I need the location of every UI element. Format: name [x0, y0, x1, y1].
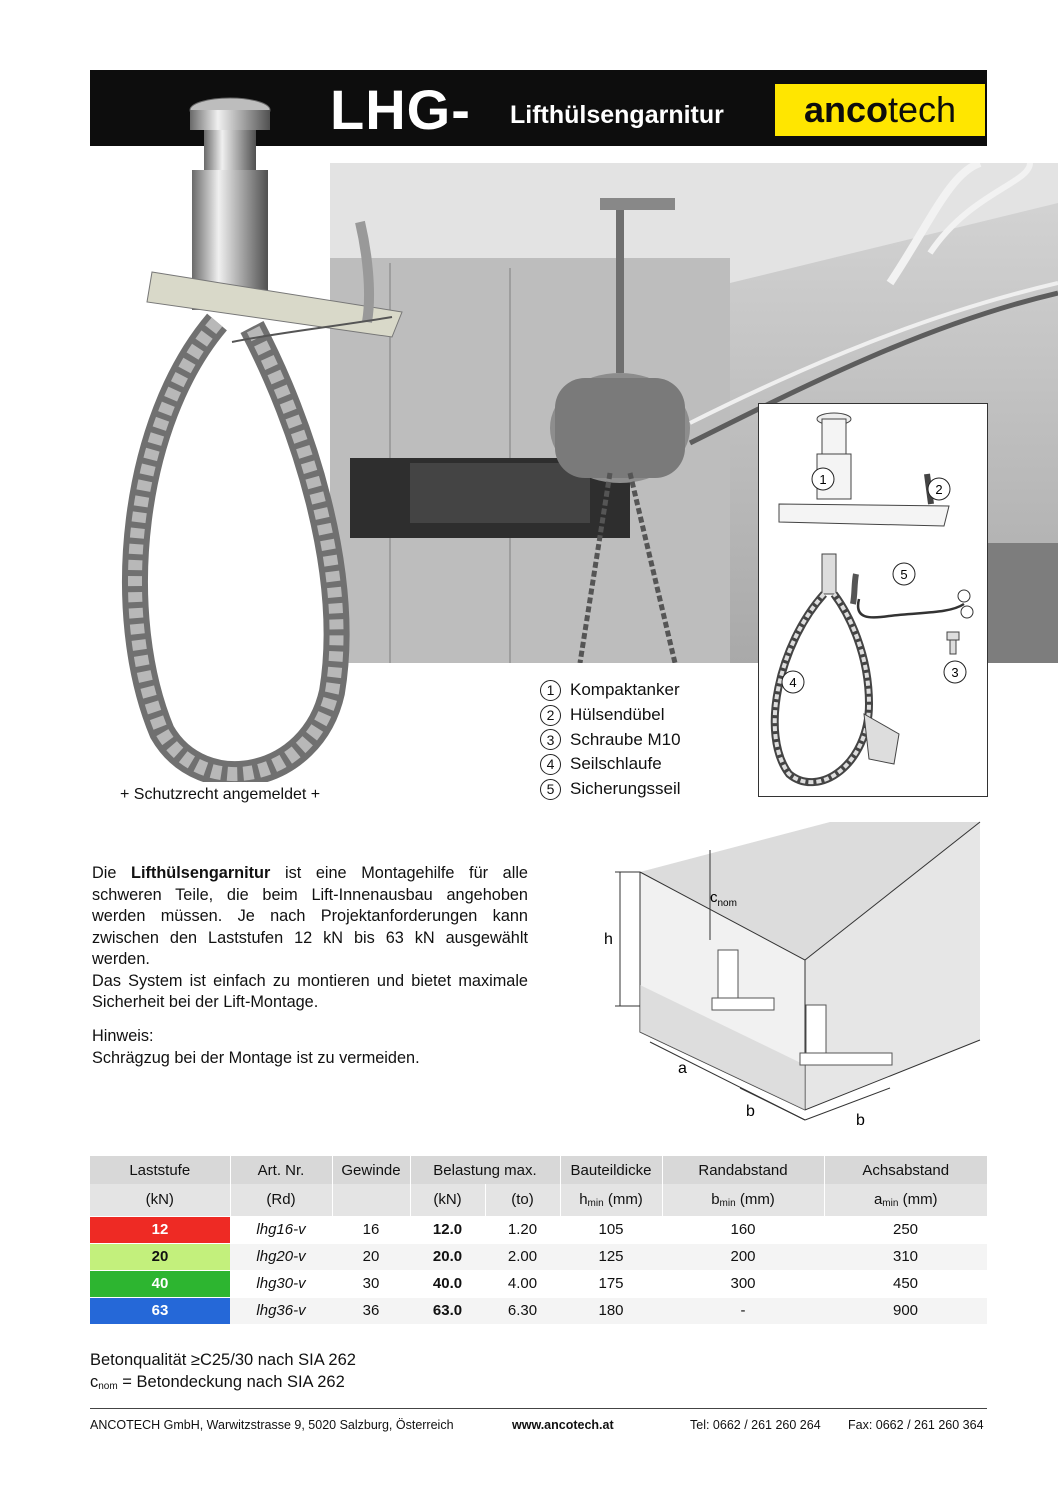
concrete-quality-note: Betonqualität ≥C25/30 nach SIA 262: [90, 1351, 356, 1369]
table-row: [90, 1243, 987, 1270]
dim-b-label: b: [856, 1112, 865, 1129]
legend-label: Sicherungsseil: [570, 779, 681, 799]
cell-kn: 40.0: [410, 1270, 485, 1297]
description-rest: ist eine Montagehilfe für alle schweren Teile, die beim Lift-Innenausbau angehoben werden müssen. Je nach Projektanforderungen kann zwischen den Laststufen 12 kN bis 63 kN ausgewählt werden.: [92, 864, 528, 968]
cell-kn: 12.0: [410, 1216, 485, 1243]
product-code-title: LHG-: [330, 78, 471, 141]
header-randabstand: Randabstand: [662, 1156, 824, 1184]
unit-artnr: (Rd): [230, 1184, 332, 1216]
legend-item: [540, 703, 681, 728]
inset-number: 2: [935, 482, 943, 497]
cell-level: 12: [90, 1216, 230, 1243]
legend-item: [540, 777, 681, 802]
header-bauteildicke: Bauteildicke: [560, 1156, 662, 1184]
cell-art: lhg20-v: [230, 1243, 332, 1270]
specification-table: [90, 1156, 987, 1324]
cell-art: lhg16-v: [230, 1216, 332, 1243]
footer-company: ANCOTECH GmbH, Warwitzstrasse 9, 5020 Salzburg, Österreich: [90, 1418, 454, 1432]
hint-block: [92, 1026, 528, 1069]
legend-number: 4: [540, 754, 561, 775]
legend-number: 2: [540, 705, 561, 726]
cell-h: 180: [560, 1297, 662, 1324]
table-row: [90, 1216, 987, 1243]
inset-number: 1: [819, 472, 827, 487]
concrete-notes: [90, 1349, 356, 1398]
patent-note: + Schutzrecht angemeldet +: [120, 786, 321, 803]
lifting-anchor-drawing: [92, 92, 412, 782]
description-intro: Die: [92, 864, 132, 882]
cell-h: 175: [560, 1270, 662, 1297]
hint-text: Schrägzug bei der Montage ist zu vermeiden.: [92, 1048, 420, 1067]
dimension-diagram: [600, 820, 990, 1135]
product-image: [92, 92, 412, 782]
header-laststufe: Laststufe: [90, 1156, 230, 1184]
footer-divider: [90, 1408, 987, 1409]
cell-art: lhg36-v: [230, 1297, 332, 1324]
cell-a: 250: [824, 1216, 987, 1243]
legend-label: Seilschlaufe: [570, 754, 662, 774]
cell-a: 450: [824, 1270, 987, 1297]
cell-a: 310: [824, 1243, 987, 1270]
cover-note: $c_{nom}$ = Betondeckung nach SIA 262: [90, 1373, 345, 1392]
logo-text-bold: anco: [803, 89, 888, 130]
cell-kn: 63.0: [410, 1297, 485, 1324]
components-inset: [758, 403, 988, 797]
legend-number: 1: [540, 680, 561, 701]
header-achsabstand: Achsabstand: [824, 1156, 987, 1184]
cell-level: 63: [90, 1297, 230, 1324]
legend-label: Schraube M10: [570, 729, 681, 749]
cell-to: 2.00: [485, 1243, 560, 1270]
cell-gewinde: 36: [332, 1297, 410, 1324]
description-text: [92, 863, 528, 1014]
inset-number: 5: [900, 567, 908, 582]
dimension-diagram-drawing: [600, 820, 990, 1135]
header-belastung: Belastung max.: [410, 1156, 560, 1184]
legend-label: Hülsendübel: [570, 704, 665, 724]
dim-c-label: $c_{nom}$: [710, 889, 737, 909]
inset-number: 4: [789, 675, 797, 690]
header-gewinde: Gewinde: [332, 1156, 410, 1184]
table-header-row: [90, 1156, 987, 1184]
header-artnr: Art. Nr.: [230, 1156, 332, 1184]
cell-b: -: [662, 1297, 824, 1324]
legend-label: Kompaktanker: [570, 680, 680, 699]
legend-number: 5: [540, 779, 561, 800]
unit-b: $b_{min}$ (mm): [662, 1184, 824, 1216]
cell-level: 40: [90, 1270, 230, 1297]
cell-h: 105: [560, 1216, 662, 1243]
legend-number: 3: [540, 729, 561, 750]
cell-kn: 20.0: [410, 1243, 485, 1270]
table-row: [90, 1297, 987, 1324]
cell-b: 300: [662, 1270, 824, 1297]
description-second: Das System ist einfach zu montieren und bietet maximale Sicherheit bei der Lift-Montage.: [92, 971, 528, 1011]
description-bold: Lifthülsengarnitur: [131, 864, 271, 882]
table-unit-row: [90, 1184, 987, 1216]
component-legend: [540, 678, 681, 802]
cell-to: 4.00: [485, 1270, 560, 1297]
cell-art: lhg30-v: [230, 1270, 332, 1297]
table-row: [90, 1270, 987, 1297]
footer-website-link[interactable]: www.ancotech.at: [512, 1418, 614, 1432]
cell-gewinde: 16: [332, 1216, 410, 1243]
dim-b-label: b: [746, 1103, 755, 1120]
unit-kn: (kN): [410, 1184, 485, 1216]
unit-gewinde: [332, 1184, 410, 1216]
unit-a: $a_{min}$ (mm): [824, 1184, 987, 1216]
cell-to: 6.30: [485, 1297, 560, 1324]
footer-fax: Fax: 0662 / 261 260 364: [848, 1418, 984, 1432]
dim-h-label: h: [604, 931, 613, 948]
cell-gewinde: 20: [332, 1243, 410, 1270]
unit-laststufe: (kN): [90, 1184, 230, 1216]
components-inset-drawing: [759, 404, 986, 795]
description-paragraph: [92, 863, 528, 971]
legend-item: [540, 678, 681, 703]
logo-text-light: tech: [887, 89, 957, 130]
hint-title: Hinweis:: [92, 1027, 154, 1045]
inset-number: 3: [951, 665, 959, 680]
legend-item: [540, 752, 681, 777]
legend-item: [540, 728, 681, 753]
unit-h: $h_{min}$ (mm): [560, 1184, 662, 1216]
cell-b: 160: [662, 1216, 824, 1243]
ancotech-logo: [775, 84, 985, 136]
cell-b: 200: [662, 1243, 824, 1270]
cell-to: 1.20: [485, 1216, 560, 1243]
cell-level: 20: [90, 1243, 230, 1270]
cell-a: 900: [824, 1297, 987, 1324]
unit-to: (to): [485, 1184, 560, 1216]
dim-a-label: a: [678, 1060, 687, 1077]
footer-phone: Tel: 0662 / 261 260 264: [690, 1418, 821, 1432]
cell-gewinde: 30: [332, 1270, 410, 1297]
product-subtitle: Lifthülsengarnitur: [510, 101, 724, 129]
cell-h: 125: [560, 1243, 662, 1270]
